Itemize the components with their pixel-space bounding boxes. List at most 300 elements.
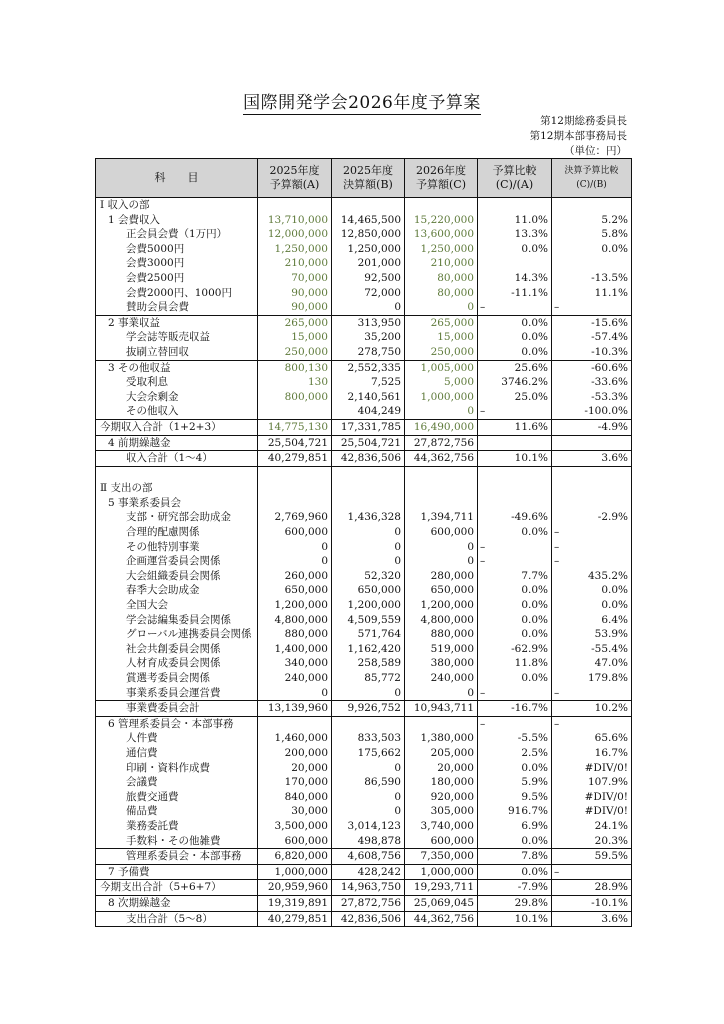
budget-2025-cell: 3,500,000 (258, 819, 332, 834)
table-row (96, 375, 632, 390)
actual-ratio-cell: #DIV/0! (552, 804, 632, 819)
budget-2026-cell: 180,000 (405, 775, 478, 790)
actual-2025-cell: 12,850,000 (332, 227, 405, 242)
budget-ratio-cell: 25.0% (478, 390, 552, 405)
budget-2026-cell: 240,000 (405, 671, 478, 686)
actual-ratio-cell: 10.2% (552, 701, 632, 717)
item-label-cell: 受取利息 (96, 375, 258, 390)
table-row (96, 656, 632, 671)
table-row (96, 911, 632, 927)
budget-2025-cell: 0 (258, 554, 332, 569)
budget-2025-cell (258, 198, 332, 213)
budget-ratio-cell: 10.1% (478, 911, 552, 927)
budget-2025-cell: 13,139,960 (258, 701, 332, 717)
actual-ratio-cell: -4.9% (552, 419, 632, 435)
actual-ratio-cell (552, 435, 632, 451)
actual-ratio-cell: 5.8% (552, 227, 632, 242)
budget-ratio-cell: 10.1% (478, 451, 552, 467)
item-label-cell: 会費2500円 (96, 271, 258, 286)
budget-2026-cell (405, 466, 478, 481)
actual-2025-cell: 404,249 (332, 404, 405, 419)
actual-2025-cell: 4,509,559 (332, 613, 405, 628)
item-label-cell: 正会員会費（1万円） (96, 227, 258, 242)
budget-2026-cell: 1,000,000 (405, 390, 478, 405)
actual-ratio-cell (552, 256, 632, 271)
header-budget-ratio-line1: 予算比較 (492, 164, 537, 177)
item-label-cell: 大会組織委員会関係 (96, 569, 258, 584)
table-row (96, 627, 632, 642)
actual-ratio-cell: 179.8% (552, 671, 632, 686)
budget-2026-cell: 265,000 (405, 315, 478, 330)
actual-ratio-cell: -60.6% (552, 360, 632, 375)
actual-2025-cell (332, 481, 405, 496)
actual-2025-cell: 498,878 (332, 834, 405, 849)
actual-2025-cell: 0 (332, 554, 405, 569)
actual-2025-cell: 14,465,500 (332, 213, 405, 228)
budget-2025-cell: 14,775,130 (258, 419, 332, 435)
table-row (96, 345, 632, 360)
actual-ratio-cell: -55.4% (552, 642, 632, 657)
item-label-cell: 印刷・資料作成費 (96, 761, 258, 776)
item-label-cell: 賞選考委員会関係 (96, 671, 258, 686)
budget-2026-cell (405, 198, 478, 213)
header-actual-ratio-line2: (C)/(B) (576, 180, 607, 190)
budget-2026-cell: 80,000 (405, 271, 478, 286)
actual-2025-cell: 3,014,123 (332, 819, 405, 834)
actual-2025-cell: 2,552,335 (332, 360, 405, 375)
budget-2026-cell (405, 481, 478, 496)
item-label-cell: 社会共創委員会関係 (96, 642, 258, 657)
table-row (96, 731, 632, 746)
actual-2025-cell: 0 (332, 790, 405, 805)
item-label-cell: 春季大会助成金 (96, 583, 258, 598)
table-row (96, 804, 632, 819)
table-row (96, 613, 632, 628)
budget-2026-cell: 205,000 (405, 746, 478, 761)
header-budget-ratio-line2: (C)/(A) (495, 178, 534, 191)
table-row (96, 360, 632, 375)
actual-2025-cell: 42,836,506 (332, 911, 405, 927)
budget-ratio-cell: 0.0% (478, 761, 552, 776)
actual-2025-cell: 0 (332, 804, 405, 819)
budget-2026-cell: 1,000,000 (405, 864, 478, 880)
budget-2025-cell: 600,000 (258, 834, 332, 849)
item-label-cell: 手数料・その他雑費 (96, 834, 258, 849)
table-header-row (96, 159, 632, 198)
item-label-cell: 学会誌等販売収益 (96, 330, 258, 345)
header-budget-2026-line1: 2026年度 (416, 164, 466, 177)
actual-2025-cell (332, 496, 405, 511)
budget-2025-cell: 650,000 (258, 583, 332, 598)
header-actual-2025 (332, 159, 405, 198)
table-row (96, 510, 632, 525)
budget-2025-cell: 800,000 (258, 390, 332, 405)
item-label-cell: 通信費 (96, 746, 258, 761)
table-row (96, 242, 632, 257)
budget-ratio-cell (478, 198, 552, 213)
budget-2025-cell: 4,800,000 (258, 613, 332, 628)
budget-2026-cell: 25,069,045 (405, 895, 478, 911)
budget-2026-cell: 44,362,756 (405, 911, 478, 927)
budget-ratio-cell: 25.6% (478, 360, 552, 375)
budget-2026-cell: 44,362,756 (405, 451, 478, 467)
table-row (96, 435, 632, 451)
actual-2025-cell: 571,764 (332, 627, 405, 642)
item-label-cell: 5 事業系委員会 (96, 496, 258, 511)
table-row (96, 775, 632, 790)
actual-2025-cell: 1,200,000 (332, 598, 405, 613)
budget-ratio-cell: 916.7% (478, 804, 552, 819)
actual-2025-cell: 35,200 (332, 330, 405, 345)
budget-2025-cell: 6,820,000 (258, 849, 332, 865)
table-row (96, 227, 632, 242)
actual-ratio-cell: – (552, 540, 632, 555)
budget-2025-cell: 20,000 (258, 761, 332, 776)
table-row (96, 834, 632, 849)
issuer-general-affairs: 第12期総務委員長 (540, 115, 627, 127)
actual-2025-cell: 92,500 (332, 271, 405, 286)
table-row (96, 419, 632, 435)
budget-ratio-cell: 0.0% (478, 242, 552, 257)
issuer-secretariat: 第12期本部事務局長 (529, 130, 627, 142)
actual-2025-cell: 25,504,721 (332, 435, 405, 451)
budget-ratio-cell: – (478, 540, 552, 555)
item-label-cell: 今期収入合計（1+2+3） (96, 419, 258, 435)
item-label-cell (96, 466, 258, 481)
actual-ratio-cell: 24.1% (552, 819, 632, 834)
budget-ratio-cell: 0.0% (478, 598, 552, 613)
table-row (96, 880, 632, 896)
item-label-cell: 2 事業収益 (96, 315, 258, 330)
table-row (96, 895, 632, 911)
item-label-cell: 業務委託費 (96, 819, 258, 834)
actual-2025-cell: 0 (332, 300, 405, 315)
actual-ratio-cell: 11.1% (552, 286, 632, 301)
table-row (96, 671, 632, 686)
actual-2025-cell: 833,503 (332, 731, 405, 746)
table-row (96, 451, 632, 467)
budget-2025-cell (258, 466, 332, 481)
budget-ratio-cell: 0.0% (478, 834, 552, 849)
budget-2026-cell: 20,000 (405, 761, 478, 776)
budget-ratio-cell: 0.0% (478, 613, 552, 628)
budget-ratio-cell: 13.3% (478, 227, 552, 242)
header-item-text: 科 目 (154, 171, 199, 184)
budget-2025-cell: 340,000 (258, 656, 332, 671)
budget-2025-cell: 0 (258, 686, 332, 701)
budget-2025-cell: 1,460,000 (258, 731, 332, 746)
actual-2025-cell: 9,926,752 (332, 701, 405, 717)
budget-2026-cell: 80,000 (405, 286, 478, 301)
budget-ratio-cell: 5.9% (478, 775, 552, 790)
budget-2025-cell: 90,000 (258, 286, 332, 301)
budget-ratio-cell: 3746.2% (478, 375, 552, 390)
actual-ratio-cell (552, 496, 632, 511)
actual-ratio-cell: 59.5% (552, 849, 632, 865)
table-row (96, 716, 632, 731)
budget-2025-cell: 0 (258, 540, 332, 555)
budget-2026-cell: 880,000 (405, 627, 478, 642)
budget-2025-cell: 800,130 (258, 360, 332, 375)
budget-2025-cell: 2,769,960 (258, 510, 332, 525)
budget-ratio-cell (478, 435, 552, 451)
actual-2025-cell: 650,000 (332, 583, 405, 598)
actual-ratio-cell: 65.6% (552, 731, 632, 746)
budget-ratio-cell: – (478, 686, 552, 701)
item-label-cell: 大会余剰金 (96, 390, 258, 405)
actual-2025-cell (332, 716, 405, 731)
item-label-cell: その他収入 (96, 404, 258, 419)
document-title (0, 88, 724, 113)
actual-2025-cell: 0 (332, 525, 405, 540)
item-label-cell: 支出合計（5〜8） (96, 911, 258, 927)
budget-2025-cell: 15,000 (258, 330, 332, 345)
actual-2025-cell: 278,750 (332, 345, 405, 360)
actual-2025-cell: 0 (332, 761, 405, 776)
actual-ratio-cell: 107.9% (552, 775, 632, 790)
budget-2026-cell (405, 496, 478, 511)
budget-2026-cell: 13,600,000 (405, 227, 478, 242)
budget-ratio-cell: -16.7% (478, 701, 552, 717)
budget-2025-cell (258, 404, 332, 419)
budget-ratio-cell: 11.8% (478, 656, 552, 671)
budget-ratio-cell: 6.9% (478, 819, 552, 834)
budget-2025-cell: 19,319,891 (258, 895, 332, 911)
table-row (96, 701, 632, 717)
budget-2025-cell: 90,000 (258, 300, 332, 315)
budget-2026-cell: 1,005,000 (405, 360, 478, 375)
table-row (96, 790, 632, 805)
budget-2025-cell: 880,000 (258, 627, 332, 642)
budget-2025-cell: 12,000,000 (258, 227, 332, 242)
item-label-cell: 6 管理系委員会・本部事務 (96, 716, 258, 731)
budget-2025-cell: 130 (258, 375, 332, 390)
actual-ratio-cell: 6.4% (552, 613, 632, 628)
actual-ratio-cell: – (552, 716, 632, 731)
budget-2025-cell: 40,279,851 (258, 911, 332, 927)
budget-2025-cell: 30,000 (258, 804, 332, 819)
table-row (96, 315, 632, 330)
budget-ratio-cell: 11.0% (478, 213, 552, 228)
actual-ratio-cell: 0.0% (552, 598, 632, 613)
budget-table (95, 158, 632, 927)
budget-2025-cell: 250,000 (258, 345, 332, 360)
budget-2026-cell: 10,943,711 (405, 701, 478, 717)
actual-2025-cell: 0 (332, 540, 405, 555)
actual-ratio-cell: – (552, 864, 632, 880)
item-label-cell: 1 会費収入 (96, 213, 258, 228)
actual-ratio-cell: -2.9% (552, 510, 632, 525)
actual-2025-cell: 86,590 (332, 775, 405, 790)
actual-ratio-cell: – (552, 554, 632, 569)
budget-2026-cell: 1,380,000 (405, 731, 478, 746)
budget-2025-cell: 20,959,960 (258, 880, 332, 896)
budget-ratio-cell: -49.6% (478, 510, 552, 525)
budget-ratio-cell (478, 466, 552, 481)
budget-2025-cell: 25,504,721 (258, 435, 332, 451)
budget-2026-cell: 1,250,000 (405, 242, 478, 257)
budget-ratio-cell: – (478, 716, 552, 731)
budget-ratio-cell: – (478, 404, 552, 419)
item-label-cell: 旅費交通費 (96, 790, 258, 805)
actual-ratio-cell: 28.9% (552, 880, 632, 896)
actual-ratio-cell: #DIV/0! (552, 790, 632, 805)
table-row (96, 466, 632, 481)
budget-ratio-cell: 0.0% (478, 671, 552, 686)
item-label-cell: 7 予備費 (96, 864, 258, 880)
budget-ratio-cell (478, 481, 552, 496)
actual-2025-cell: 1,162,420 (332, 642, 405, 657)
item-label-cell: 全国大会 (96, 598, 258, 613)
item-label-cell: 会議費 (96, 775, 258, 790)
budget-2025-cell: 70,000 (258, 271, 332, 286)
actual-2025-cell: 42,836,506 (332, 451, 405, 467)
item-label-cell: 抜刷立替回収 (96, 345, 258, 360)
actual-ratio-cell: -15.6% (552, 315, 632, 330)
actual-2025-cell: 313,950 (332, 315, 405, 330)
budget-2025-cell: 1,250,000 (258, 242, 332, 257)
budget-ratio-cell: -62.9% (478, 642, 552, 657)
actual-ratio-cell (552, 481, 632, 496)
budget-2025-cell: 1,400,000 (258, 642, 332, 657)
header-item (96, 159, 258, 198)
budget-2025-cell: 13,710,000 (258, 213, 332, 228)
actual-ratio-cell: 3.6% (552, 911, 632, 927)
budget-2026-cell: 920,000 (405, 790, 478, 805)
item-label-cell: Ⅰ 収入の部 (96, 198, 258, 213)
budget-ratio-cell: 0.0% (478, 583, 552, 598)
budget-2026-cell: 280,000 (405, 569, 478, 584)
budget-2026-cell: 250,000 (405, 345, 478, 360)
actual-2025-cell: 201,000 (332, 256, 405, 271)
table-row (96, 569, 632, 584)
budget-2026-cell: 15,220,000 (405, 213, 478, 228)
header-budget-ratio (478, 159, 552, 198)
actual-2025-cell: 1,250,000 (332, 242, 405, 257)
budget-2025-cell (258, 716, 332, 731)
actual-ratio-cell: -10.1% (552, 895, 632, 911)
budget-2025-cell: 1,200,000 (258, 598, 332, 613)
actual-ratio-cell: -100.0% (552, 404, 632, 419)
header-budget-2025-line1: 2025年度 (269, 164, 320, 177)
budget-2025-cell: 240,000 (258, 671, 332, 686)
item-label-cell: 今期支出合計（5+6+7） (96, 880, 258, 896)
budget-2026-cell: 0 (405, 554, 478, 569)
item-label-cell: 備品費 (96, 804, 258, 819)
budget-2026-cell: 650,000 (405, 583, 478, 598)
table-row (96, 198, 632, 213)
budget-2026-cell: 380,000 (405, 656, 478, 671)
item-label-cell: 会費2000円、1000円 (96, 286, 258, 301)
actual-2025-cell: 85,772 (332, 671, 405, 686)
actual-ratio-cell: -10.3% (552, 345, 632, 360)
actual-ratio-cell: 16.7% (552, 746, 632, 761)
budget-2025-cell: 600,000 (258, 525, 332, 540)
actual-ratio-cell: 5.2% (552, 213, 632, 228)
header-actual-ratio (552, 159, 632, 198)
actual-2025-cell: 14,963,750 (332, 880, 405, 896)
actual-ratio-cell: 435.2% (552, 569, 632, 584)
budget-2025-cell: 200,000 (258, 746, 332, 761)
actual-2025-cell: 428,242 (332, 864, 405, 880)
actual-ratio-cell: -33.6% (552, 375, 632, 390)
actual-ratio-cell: 20.3% (552, 834, 632, 849)
budget-ratio-cell: 2.5% (478, 746, 552, 761)
actual-2025-cell: 4,608,756 (332, 849, 405, 865)
budget-2025-cell: 1,000,000 (258, 864, 332, 880)
actual-ratio-cell: -57.4% (552, 330, 632, 345)
item-label-cell: 合理的配慮関係 (96, 525, 258, 540)
actual-2025-cell: 1,436,328 (332, 510, 405, 525)
budget-ratio-cell: -11.1% (478, 286, 552, 301)
header-actual-2025-line2: 決算額(B) (343, 178, 393, 191)
table-row (96, 554, 632, 569)
budget-2026-cell: 1,394,711 (405, 510, 478, 525)
item-label-cell: 支部・研究部会助成金 (96, 510, 258, 525)
table-row (96, 819, 632, 834)
table-row (96, 864, 632, 880)
table-row (96, 849, 632, 865)
actual-2025-cell: 175,662 (332, 746, 405, 761)
actual-ratio-cell (552, 198, 632, 213)
budget-ratio-cell: 0.0% (478, 525, 552, 540)
table-body (96, 198, 632, 927)
header-budget-2025-line2: 予算額(A) (269, 178, 320, 191)
actual-ratio-cell: #DIV/0! (552, 761, 632, 776)
unit-label: （単位：円） (564, 145, 627, 157)
budget-2026-cell: 5,000 (405, 375, 478, 390)
budget-ratio-cell: 0.0% (478, 627, 552, 642)
table-row (96, 271, 632, 286)
item-label-cell: その他特別事業 (96, 540, 258, 555)
item-label-cell: 学会誌編集委員会関係 (96, 613, 258, 628)
budget-ratio-cell: 0.0% (478, 345, 552, 360)
budget-2026-cell: 15,000 (405, 330, 478, 345)
budget-ratio-cell: – (478, 300, 552, 315)
item-label-cell: 4 前期繰越金 (96, 435, 258, 451)
actual-2025-cell: 27,872,756 (332, 895, 405, 911)
budget-2026-cell: 0 (405, 686, 478, 701)
item-label-cell: 人件費 (96, 731, 258, 746)
budget-2025-cell: 260,000 (258, 569, 332, 584)
budget-ratio-cell (478, 256, 552, 271)
budget-2026-cell: 600,000 (405, 525, 478, 540)
actual-2025-cell: 7,525 (332, 375, 405, 390)
budget-ratio-cell: 14.3% (478, 271, 552, 286)
header-actual-2025-line1: 2025年度 (343, 164, 393, 177)
item-label-cell: 賛助会員会費 (96, 300, 258, 315)
budget-ratio-cell: – (478, 554, 552, 569)
item-label-cell: 事業系委員会運営費 (96, 686, 258, 701)
table-row (96, 481, 632, 496)
table-row (96, 583, 632, 598)
budget-ratio-cell (478, 496, 552, 511)
budget-ratio-cell: 0.0% (478, 864, 552, 880)
header-budget-2026-line2: 予算額(C) (416, 178, 466, 191)
actual-2025-cell: 0 (332, 686, 405, 701)
item-label-cell: Ⅱ 支出の部 (96, 481, 258, 496)
budget-2026-cell: 0 (405, 300, 478, 315)
actual-2025-cell: 17,331,785 (332, 419, 405, 435)
item-label-cell: 3 その他収益 (96, 360, 258, 375)
budget-2026-cell: 210,000 (405, 256, 478, 271)
item-label-cell: 管理系委員会・本部事務 (96, 849, 258, 865)
budget-ratio-cell: 9.5% (478, 790, 552, 805)
table-row (96, 761, 632, 776)
item-label-cell: 会費5000円 (96, 242, 258, 257)
budget-2026-cell: 0 (405, 404, 478, 419)
actual-ratio-cell: -53.3% (552, 390, 632, 405)
